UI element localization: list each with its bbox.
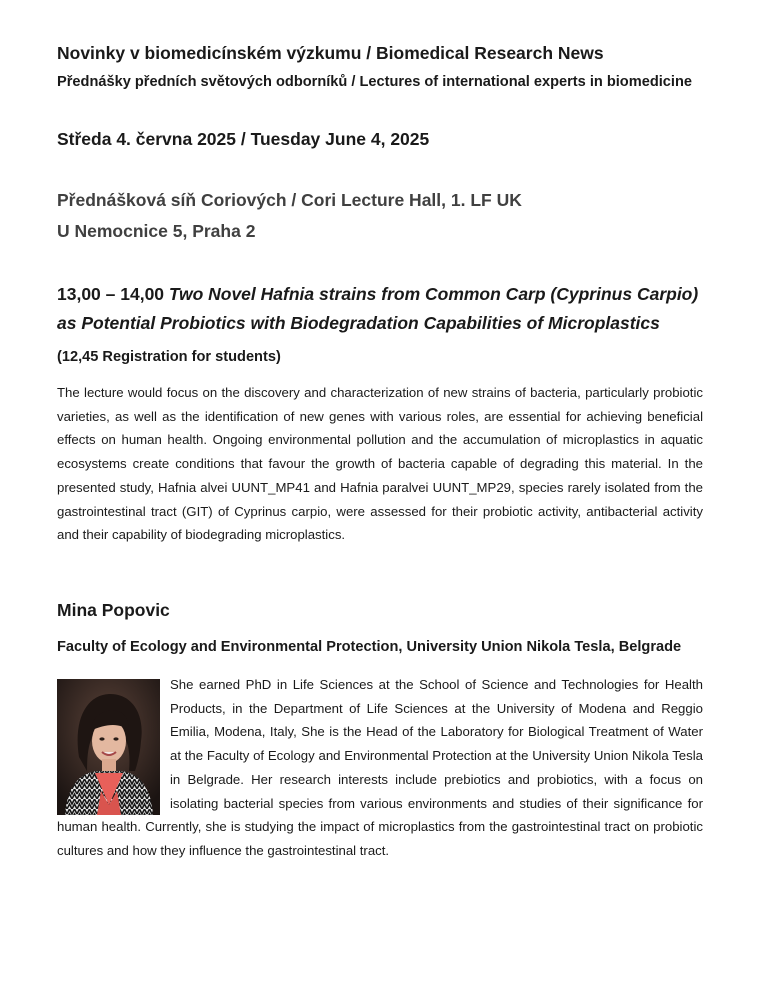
speaker-affiliation: Faculty of Ecology and Environmental Protection, University Union Nikola Tesla, Belgrade — [57, 639, 682, 655]
series-title: Novinky v biomedicínském výzkumu / Biomedical Research News — [57, 43, 604, 63]
lecture-time: 13,00 – 14,00 — [57, 284, 165, 304]
lecture-abstract: The lecture would focus on the discovery and characterization of new strains of bacteria, particularly probiotic varieties, as well as the identification of new genes with various roles, are essential for achieving beneficial effects on human health. Ongoing environmental pollution and the accumulation of microplastics in aquatic ecosystems create conditions that favour the growth of bacteria capable of degrading this material. In the presented study, Hafnia alvei UUNT_MP41 and Hafnia paralvei UUNT_MP29, species rarely isolated from the gastrointestinal tract (GIT) of Cyprinus carpio, were assessed for their probiotic activity, antibacterial activity and their capability of biodegrading microplastics. — [57, 385, 703, 543]
event-date: Středa 4. června 2025 / Tuesday June 4, 2025 — [57, 129, 430, 149]
speaker-bio-text: She earned PhD in Life Sciences at the School of Science and Technologies for Health Products, in the Department of Life Sciences at the University of Modena and Reggio Emilia, Modena, Italy, She is the Head of the Laboratory for Biological Treatment of Water at the Faculty of Ecology and Environmental Protection at the University Union Nikola Tesla in Belgrade. Her research interests include prebiotics and probiotics, with a focus on isolating bacterial species from various environments and studies of their significance for human health. Currently, she is studying the impact of microplastics from the gastrointestinal tract on probiotic cultures and how they influence the gastrointestinal tract. — [57, 677, 703, 858]
lecture-title: Two Novel Hafnia strains from Common Carp (Cyprinus Carpio) as Potential Probiotics with Biodegradation Capabilities of Microplastics — [57, 284, 699, 333]
lecture-heading — [57, 280, 717, 338]
speaker-portrait-icon — [57, 679, 160, 815]
registration-note: (12,45 Registration for students) — [57, 349, 281, 365]
venue-hall: Přednášková síň Coriových / Cori Lecture Hall, 1. LF UK — [57, 190, 522, 210]
speaker-name: Mina Popovic — [57, 600, 170, 620]
series-subtitle: Přednášky předních světových odborníků / Lectures of international experts in biomedicine — [57, 74, 692, 90]
speaker-bio-block — [57, 673, 703, 863]
speaker-portrait-image — [57, 679, 160, 815]
venue-address: U Nemocnice 5, Praha 2 — [57, 221, 256, 241]
